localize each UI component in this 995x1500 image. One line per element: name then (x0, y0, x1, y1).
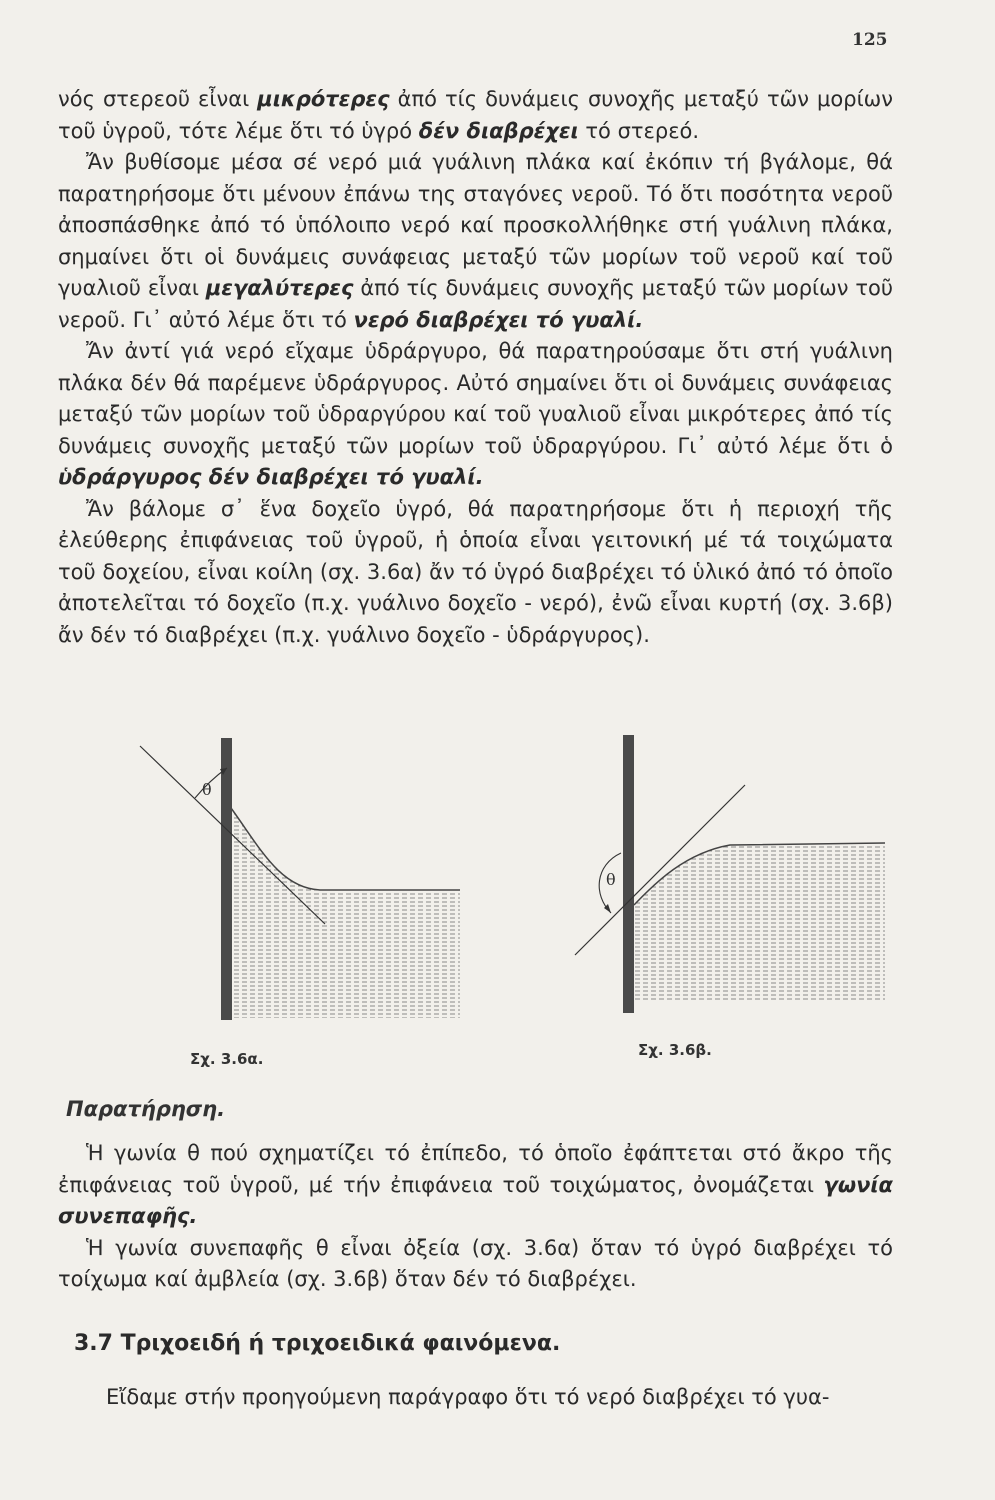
paragraph-4: Ἄν βάλομε σ᾽ ἕνα δοχεῖο ὑγρό, θά παρατηρήσομε ὅτι ἡ περιοχή τῆς ἐλεύθερης ἐπιφάνειας τοῦ ὑγροῦ, ἡ ὁποία εἶναι γειτονική μέ τά τοιχώματα τοῦ δοχείου, εἶναι κοίλη (σχ. 3.6α) ἄν τό ὑγρό διαβρέχει τό ὑλικό ἀπό τό ὁποῖο ἀποτελεῖται τό δοχεῖο (π.χ. γυάλινο δοχεῖο - νερό), ἐνῶ εἶναι κυρτή (σχ. 3.6β) ἄν δέν τό διαβρέχει (π.χ. γυάλινο δοχεῖο - ὑδράργυρος). (58, 496, 893, 647)
observation-title: Παρατήρηση. (66, 1097, 226, 1121)
figure-3-6b-diagram (555, 725, 895, 1085)
paragraph-3: Ἄν ἀντί γιά νερό εἴχαμε ὑδράργυρο, θά παρατηρούσαμε ὅτι στή γυάλινη πλάκα δέν θά παρέμενε ὑδράργυρος. Αὐτό σημαίνει ὅτι οἱ δυνάμεις συνάφειας μεταξύ τῶν μορίων τοῦ ὑδραργύρου καί τοῦ γυαλιοῦ εἶναι μικρότερες ἀπό τίς δυνάμεις συνοχῆς μεταξύ τῶν μορίων τοῦ ὑδραργύρου. Γι᾽ αὐτό λέμε ὅτι ὁ ὑδράργυρος δέν διαβρέχει τό γυαλί. (58, 339, 893, 489)
paragraph-2: Ἄν βυθίσομε μέσα σέ νερό μιά γυάλινη πλάκα καί ἐκόπιν τή βγάλομε, θά παρατηρήσομε ὅτι μένουν ἐπάνω της σταγόνες νεροῦ. Τό ὅτι ποσότητα νεροῦ ἀποσπάσθηκε ἀπό τό ὑπόλοιπο νερό καί προσκολλήθηκε στή γυάλινη πλάκα, σημαίνει ὅτι οἱ δυνάμεις συνάφειας μεταξύ τῶν μορίων τοῦ νεροῦ καί τοῦ γυαλιοῦ εἶναι μεγαλύτερες ἀπό τίς δυνάμεις συνοχῆς μεταξύ τῶν μορίων τοῦ νεροῦ. Γι᾽ αὐτό λέμε ὅτι τό νερό διαβρέχει τό γυαλί. (58, 150, 893, 332)
container-wall (221, 738, 232, 1020)
liquid-region (634, 843, 885, 1000)
figure-3-6a (130, 728, 490, 1088)
liquid-region (231, 808, 460, 1018)
angle-theta-label: θ (202, 780, 212, 799)
section-first-line: Εἴδαμε στήν προηγούμενη παράγραφο ὅτι τό νερό διαβρέχει τό γυα- (106, 1385, 830, 1409)
figure-3-6b (555, 725, 895, 1085)
figure-caption-a: Σχ. 3.6α. (190, 1050, 264, 1068)
body-text (58, 84, 893, 651)
observation-paragraph-1: Ἡ γωνία θ πού σχηματίζει τό ἐπίπεδο, τό ὁποῖο ἐφάπτεται στό ἄκρο τῆς ἐπιφάνειας τοῦ ὑγροῦ, μέ τήν ἐπιφάνεια τοῦ τοιχώματος, ὀνομάζεται γωνία συνεπαφῆς. (58, 1141, 893, 1228)
page-number: 125 (852, 30, 888, 50)
figure-3-6a-diagram (130, 728, 490, 1088)
observation-text (58, 1138, 893, 1296)
angle-theta-label: θ (606, 870, 616, 889)
observation-paragraph-2: Ἡ γωνία συνεπαφῆς θ εἶναι ὀξεία (σχ. 3.6α) ὅταν τό ὑγρό διαβρέχει τό τοίχωμα καί ἀμβλεία (σχ. 3.6β) ὅταν δέν τό διαβρέχει. (58, 1235, 893, 1291)
section-title: 3.7 Τριχοειδή ή τριχοειδικά φαινόμενα. (74, 1331, 561, 1356)
paragraph-1: νός στερεοῦ εἶναι μικρότερες ἀπό τίς δυνάμεις συνοχῆς μεταξύ τῶν μορίων τοῦ ὑγροῦ, τότε λέμε ὅτι τό ὑγρό δέν διαβρέχει τό στερεό. (58, 87, 893, 143)
figure-caption-b: Σχ. 3.6β. (638, 1041, 712, 1059)
container-wall (623, 735, 634, 1013)
